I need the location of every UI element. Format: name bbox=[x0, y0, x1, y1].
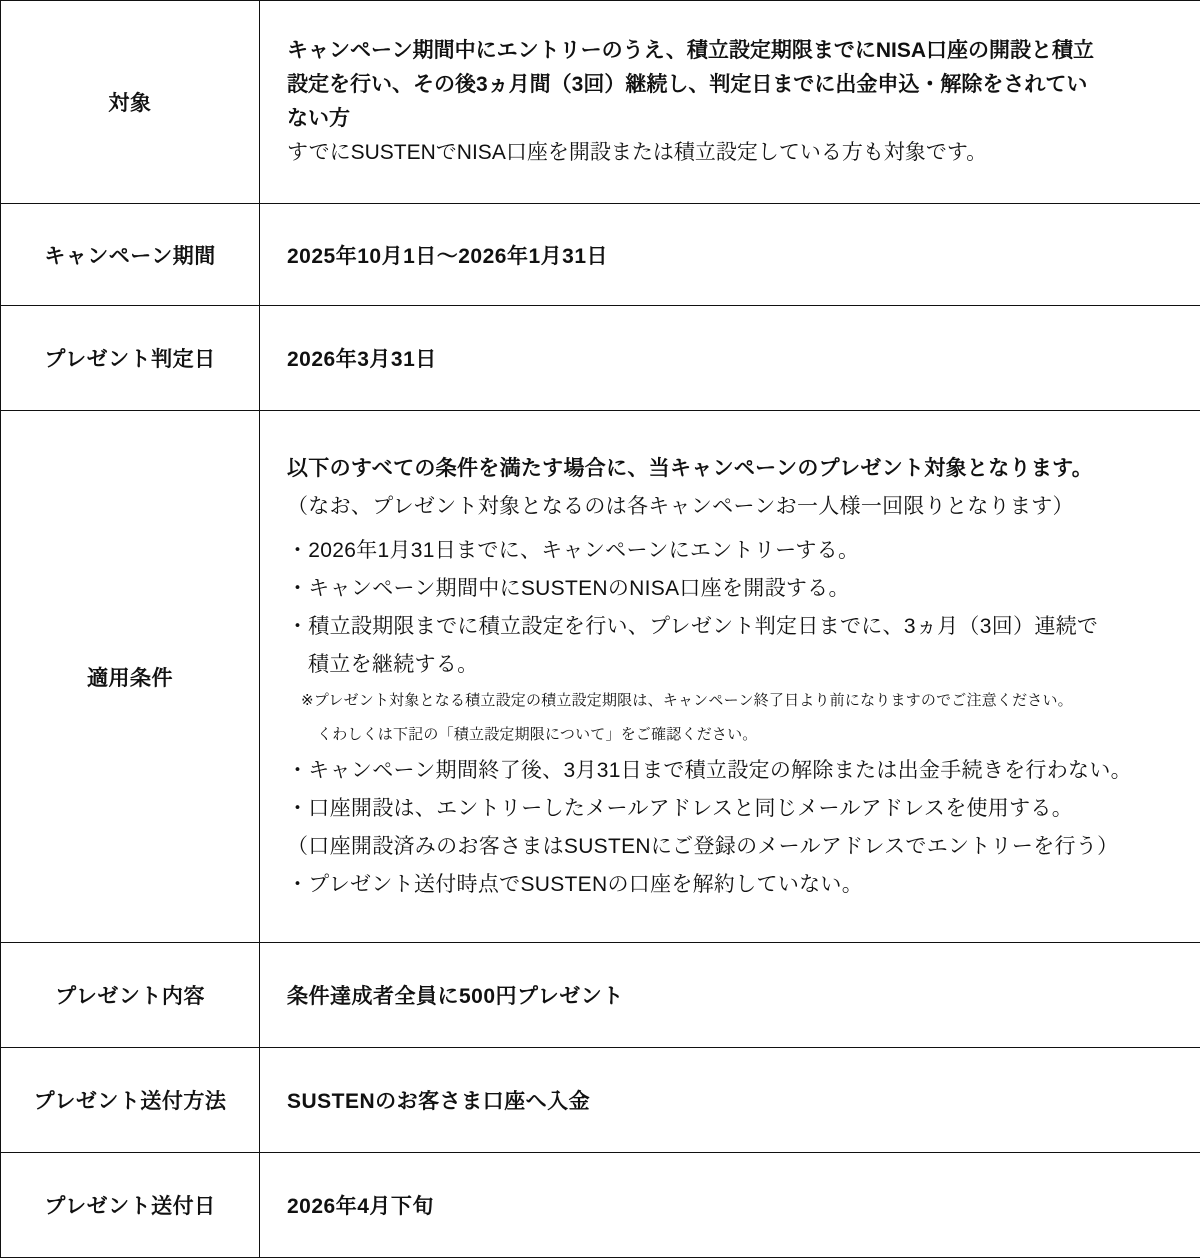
row-label-present-delivery-date bbox=[1, 1153, 260, 1258]
judgement-date-value: 2026年3月31日 bbox=[260, 306, 1200, 411]
row-label-present-content bbox=[1, 943, 260, 1048]
conditions-intro-note: （なお、プレゼント対象となるのは各キャンペーンお一人様一回限りとなります） bbox=[287, 494, 1074, 518]
present-delivery-method-value: SUSTENのお客さま口座へ入金 bbox=[260, 1048, 1200, 1153]
row-label-text: 適用条件 bbox=[87, 666, 173, 690]
row-label-text: プレゼント送付方法 bbox=[33, 1090, 227, 1113]
row-label-target bbox=[1, 1, 260, 204]
table-row-present-delivery-date bbox=[1, 1153, 1200, 1258]
table-row-campaign-period bbox=[1, 204, 1200, 306]
table-row-present-delivery-method bbox=[1, 1048, 1200, 1153]
row-label-text: プレゼント内容 bbox=[55, 985, 205, 1008]
condition-bullet-same-email: ・口座開設は、エントリーしたメールアドレスと同じメールアドレスを使用する。 bbox=[287, 796, 1073, 820]
present-delivery-date-value: 2026年4月下旬 bbox=[260, 1153, 1200, 1258]
target-bold-line-1: キャンペーン期間中にエントリーのうえ、積立設定期限までにNISA口座の開設と積立 bbox=[287, 39, 1095, 62]
condition-bullet-not-closed: ・プレゼント送付時点でSUSTENの口座を解約していない。 bbox=[287, 872, 864, 896]
condition-bullet-same-email-paren: （口座開設済みのお客さまはSUSTENにご登録のメールアドレスでエントリーを行う） bbox=[287, 834, 1119, 858]
row-content-conditions bbox=[260, 411, 1200, 943]
row-label-text: プレゼント送付日 bbox=[44, 1195, 216, 1218]
condition-bullet-no-cancel: ・キャンペーン期間終了後、3月31日まで積立設定の解除または出金手続きを行わない。 bbox=[287, 758, 1132, 782]
condition-bullet-open-account: ・キャンペーン期間中にSUSTENのNISA口座を開設する。 bbox=[287, 576, 850, 600]
condition-bullet-tsumitate-line-2: 積立を継続する。 bbox=[308, 652, 479, 676]
row-label-judgement-date bbox=[1, 306, 260, 411]
row-label-text: キャンペーン期間 bbox=[44, 244, 216, 268]
row-label-text: プレゼント判定日 bbox=[44, 348, 216, 371]
condition-bullet-entry: ・2026年1月31日までに、キャンペーンにエントリーする。 bbox=[287, 538, 860, 562]
table-row-conditions bbox=[1, 411, 1200, 943]
conditions-intro-bold: 以下のすべての条件を満たす場合に、当キャンペーンのプレゼント対象となります。 bbox=[287, 456, 1094, 480]
target-normal-line: すでにSUSTENでNISA口座を開設または積立設定している方も対象です。 bbox=[287, 141, 988, 164]
target-bold-line-2: 設定を行い、その後3ヵ月間（3回）継続し、判定日までに出金申込・解除をされてい bbox=[287, 73, 1088, 96]
table-row-target bbox=[1, 1, 1200, 204]
row-label-conditions bbox=[1, 411, 260, 943]
condition-bullet-tsumitate-line-1: ・積立設期限までに積立設定を行い、プレゼント判定日までに、3ヵ月（3回）連続で bbox=[287, 614, 1099, 638]
row-content-target bbox=[260, 1, 1200, 204]
target-bold-line-3: ない方 bbox=[287, 107, 350, 130]
campaign-period-value: 2025年10月1日〜2026年1月31日 bbox=[260, 204, 1200, 306]
row-label-present-delivery-method bbox=[1, 1048, 260, 1153]
table-row-present-content bbox=[1, 943, 1200, 1048]
present-content-value: 条件達成者全員に500円プレゼント bbox=[260, 943, 1200, 1048]
row-label-text: 対象 bbox=[108, 92, 152, 115]
table-row-judgement-date bbox=[1, 306, 1200, 411]
row-label-campaign-period bbox=[1, 204, 260, 306]
condition-footnote-line-2: くわしくは下記の「積立設定期限について」をご確認ください。 bbox=[317, 725, 758, 743]
condition-footnote-line-1: ※プレゼント対象となる積立設定の積立設定期限は、キャンペーン終了日より前になりますのでご注意ください。 bbox=[301, 691, 1073, 709]
